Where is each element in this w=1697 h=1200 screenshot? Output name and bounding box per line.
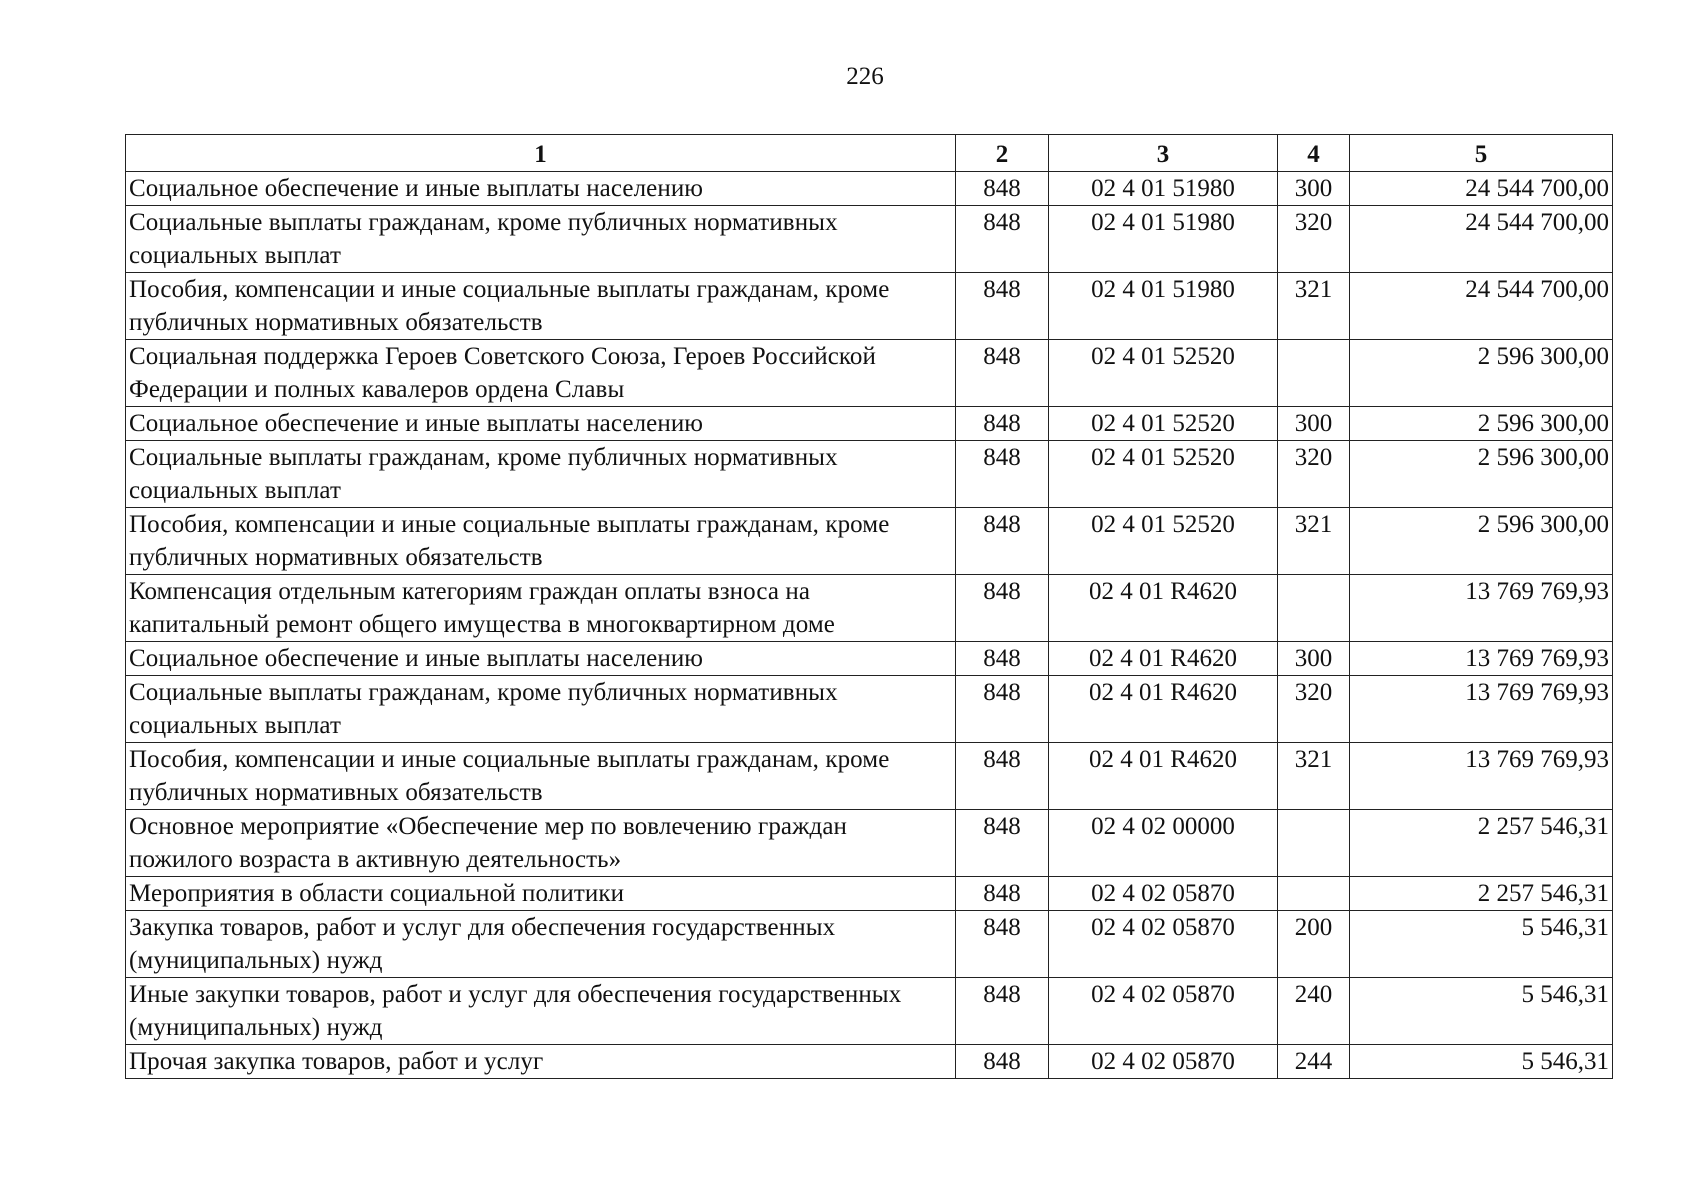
cell-target-code: 02 4 01 R4620 [1049, 575, 1278, 642]
table-row [126, 508, 1613, 575]
cell-expense-type: 300 [1278, 172, 1350, 206]
cell-ministry-code: 848 [956, 340, 1049, 407]
cell-expense-type: 321 [1278, 743, 1350, 810]
cell-target-code: 02 4 01 51980 [1049, 172, 1278, 206]
cell-amount: 5 546,31 [1350, 1045, 1613, 1079]
cell-amount: 24 544 700,00 [1350, 172, 1613, 206]
cell-expense-type: 200 [1278, 911, 1350, 978]
cell-ministry-code: 848 [956, 877, 1049, 911]
cell-name: Социальное обеспечение и иные выплаты населению [126, 642, 956, 676]
table-row [126, 575, 1613, 642]
cell-name: Пособия, компенсации и иные социальные выплаты гражданам, кроме публичных нормативных обязательств [126, 508, 956, 575]
cell-target-code: 02 4 02 05870 [1049, 911, 1278, 978]
table-row [126, 1045, 1613, 1079]
cell-name: Мероприятия в области социальной политики [126, 877, 956, 911]
cell-expense-type: 321 [1278, 508, 1350, 575]
header-col-2: 2 [956, 135, 1049, 172]
table-row [126, 441, 1613, 508]
cell-amount: 13 769 769,93 [1350, 676, 1613, 743]
cell-target-code: 02 4 01 R4620 [1049, 642, 1278, 676]
cell-amount: 5 546,31 [1350, 911, 1613, 978]
cell-expense-type: 320 [1278, 676, 1350, 743]
cell-target-code: 02 4 02 05870 [1049, 1045, 1278, 1079]
table-row [126, 642, 1613, 676]
cell-expense-type: 300 [1278, 407, 1350, 441]
table-row [126, 206, 1613, 273]
cell-ministry-code: 848 [956, 206, 1049, 273]
table-row [126, 273, 1613, 340]
cell-name: Социальные выплаты гражданам, кроме публичных нормативных социальных выплат [126, 206, 956, 273]
cell-target-code: 02 4 02 00000 [1049, 810, 1278, 877]
cell-target-code: 02 4 01 R4620 [1049, 743, 1278, 810]
cell-name: Основное мероприятие «Обеспечение мер по вовлечению граждан пожилого возраста в активную деятельность» [126, 810, 956, 877]
cell-target-code: 02 4 01 51980 [1049, 273, 1278, 340]
cell-amount: 2 257 546,31 [1350, 877, 1613, 911]
page-number: 226 [846, 63, 884, 90]
cell-amount: 5 546,31 [1350, 978, 1613, 1045]
table-body [126, 172, 1613, 1079]
cell-name: Социальные выплаты гражданам, кроме публичных нормативных социальных выплат [126, 676, 956, 743]
cell-ministry-code: 848 [956, 642, 1049, 676]
cell-ministry-code: 848 [956, 407, 1049, 441]
cell-name: Иные закупки товаров, работ и услуг для обеспечения государственных (муниципальных) нужд [126, 978, 956, 1045]
cell-ministry-code: 848 [956, 676, 1049, 743]
cell-name: Социальные выплаты гражданам, кроме публичных нормативных социальных выплат [126, 441, 956, 508]
cell-name: Пособия, компенсации и иные социальные выплаты гражданам, кроме публичных нормативных обязательств [126, 743, 956, 810]
header-col-4: 4 [1278, 135, 1350, 172]
table-header [126, 135, 1613, 172]
cell-amount: 24 544 700,00 [1350, 206, 1613, 273]
cell-ministry-code: 848 [956, 911, 1049, 978]
cell-target-code: 02 4 01 51980 [1049, 206, 1278, 273]
cell-ministry-code: 848 [956, 810, 1049, 877]
cell-ministry-code: 848 [956, 508, 1049, 575]
cell-expense-type: 244 [1278, 1045, 1350, 1079]
header-col-1: 1 [126, 135, 956, 172]
header-row [126, 135, 1613, 172]
cell-expense-type: 320 [1278, 206, 1350, 273]
cell-expense-type: 321 [1278, 273, 1350, 340]
cell-amount: 24 544 700,00 [1350, 273, 1613, 340]
cell-ministry-code: 848 [956, 1045, 1049, 1079]
cell-name: Социальное обеспечение и иные выплаты населению [126, 172, 956, 206]
table-row [126, 810, 1613, 877]
cell-ministry-code: 848 [956, 978, 1049, 1045]
cell-name: Социальная поддержка Героев Советского Союза, Героев Российской Федерации и полных кавалеров ордена Славы [126, 340, 956, 407]
header-col-3: 3 [1049, 135, 1278, 172]
table-row [126, 911, 1613, 978]
table-row [126, 978, 1613, 1045]
cell-expense-type: 300 [1278, 642, 1350, 676]
cell-name: Прочая закупка товаров, работ и услуг [126, 1045, 956, 1079]
table-row [126, 407, 1613, 441]
cell-ministry-code: 848 [956, 273, 1049, 340]
cell-expense-type: 240 [1278, 978, 1350, 1045]
cell-expense-type [1278, 810, 1350, 877]
cell-target-code: 02 4 01 R4620 [1049, 676, 1278, 743]
cell-amount: 2 596 300,00 [1350, 441, 1613, 508]
table-row [126, 676, 1613, 743]
cell-amount: 2 596 300,00 [1350, 340, 1613, 407]
table-row [126, 340, 1613, 407]
header-col-5: 5 [1350, 135, 1613, 172]
cell-ministry-code: 848 [956, 441, 1049, 508]
cell-ministry-code: 848 [956, 575, 1049, 642]
cell-target-code: 02 4 01 52520 [1049, 441, 1278, 508]
cell-target-code: 02 4 02 05870 [1049, 877, 1278, 911]
cell-name: Пособия, компенсации и иные социальные выплаты гражданам, кроме публичных нормативных обязательств [126, 273, 956, 340]
cell-name: Компенсация отдельным категориям граждан оплаты взноса на капитальный ремонт общего имущества в многоквартирном доме [126, 575, 956, 642]
table-row [126, 743, 1613, 810]
cell-amount: 13 769 769,93 [1350, 575, 1613, 642]
cell-amount: 2 257 546,31 [1350, 810, 1613, 877]
cell-ministry-code: 848 [956, 743, 1049, 810]
cell-expense-type [1278, 877, 1350, 911]
cell-name: Закупка товаров, работ и услуг для обеспечения государственных (муниципальных) нужд [126, 911, 956, 978]
cell-amount: 13 769 769,93 [1350, 642, 1613, 676]
cell-ministry-code: 848 [956, 172, 1049, 206]
cell-expense-type [1278, 340, 1350, 407]
budget-table [125, 134, 1613, 1079]
cell-name: Социальное обеспечение и иные выплаты населению [126, 407, 956, 441]
cell-expense-type [1278, 575, 1350, 642]
cell-amount: 2 596 300,00 [1350, 508, 1613, 575]
cell-target-code: 02 4 01 52520 [1049, 340, 1278, 407]
cell-amount: 2 596 300,00 [1350, 407, 1613, 441]
cell-target-code: 02 4 01 52520 [1049, 407, 1278, 441]
cell-amount: 13 769 769,93 [1350, 743, 1613, 810]
table-row [126, 877, 1613, 911]
cell-expense-type: 320 [1278, 441, 1350, 508]
cell-target-code: 02 4 01 52520 [1049, 508, 1278, 575]
table-row [126, 172, 1613, 206]
cell-target-code: 02 4 02 05870 [1049, 978, 1278, 1045]
